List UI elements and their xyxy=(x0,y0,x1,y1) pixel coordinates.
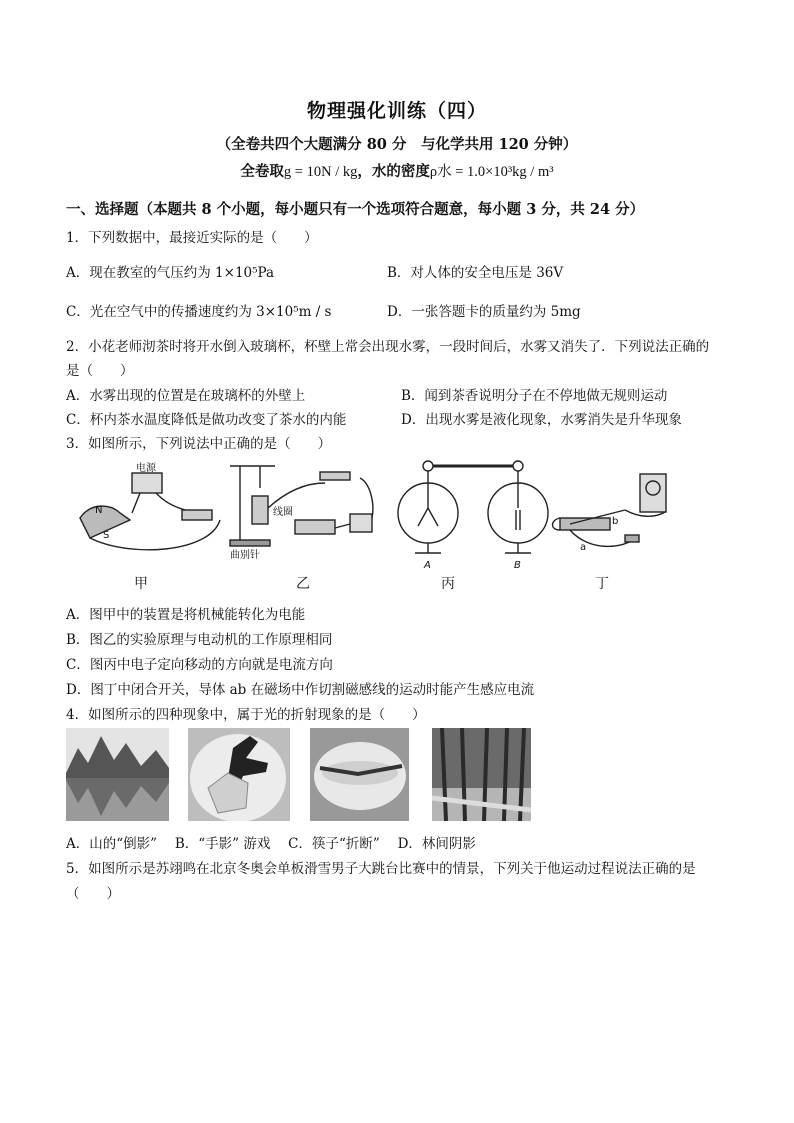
figure-caption-yi: 乙 xyxy=(296,576,310,592)
question-3-option-b: B．图乙的实验原理与电动机的工作原理相同 xyxy=(66,632,333,648)
label-power: 电源 xyxy=(136,463,156,474)
question-1-option-c: C．光在空气中的传播速度约为 3×10⁵m / s xyxy=(66,304,332,320)
question-5-stem-line1: 5．如图所示是苏翊鸣在北京冬奥会单板滑雪男子大跳台比赛中的情景，下列关于他运动过程说法正确的是 xyxy=(66,861,696,877)
constants-line xyxy=(0,160,794,181)
page-subtitle: （全卷共四个大题满分 80 分 与化学共用 120 分钟） xyxy=(216,136,578,153)
question-3-stem: 3．如图所示，下列说法中正确的是（ ） xyxy=(66,436,332,452)
constants-mid: ，水的密度 xyxy=(357,163,430,180)
label-s-pole: S xyxy=(103,530,110,541)
rho-constant: ρ水 = 1.0×10³kg / m³ xyxy=(429,164,554,180)
g-constant: g = 10N / kg xyxy=(283,164,358,180)
label-n-pole: N xyxy=(95,505,103,516)
label-wire-a: a xyxy=(580,542,587,553)
question-2-stem-line2: 是（ ） xyxy=(66,363,134,379)
question-1-option-a: A．现在教室的气压约为 1×10⁵Pa xyxy=(66,265,275,281)
label-wire-b: b xyxy=(612,516,619,527)
photo-bent-chopsticks xyxy=(310,728,409,821)
figure-bing-electroscopes xyxy=(398,461,548,553)
label-electroscope-b: B xyxy=(514,560,521,571)
figure-yi-electromagnet xyxy=(230,466,373,546)
section-heading: 一、选择题（本题共 8 个小题，每小题只有一个选项符合题意，每小题 3 分，共 24 分） xyxy=(66,201,645,218)
question-2-option-d: D．出现水雾是液化现象，水雾消失是升华现象 xyxy=(401,412,682,428)
figure-caption-jia: 甲 xyxy=(134,576,148,592)
photo-mountain-reflection xyxy=(66,728,169,821)
label-electroscope-a: A xyxy=(424,560,431,571)
question-3-option-c: C．图丙中电子定向移动的方向就是电流方向 xyxy=(66,657,333,673)
question-2-option-c: C．杯内茶水温度降低是做功改变了茶水的内能 xyxy=(66,412,347,428)
question-4-options: A．山的“倒影” B．“手影” 游戏 C．筷子“折断” D．林间阴影 xyxy=(66,836,476,852)
question-1-stem: 1．下列数据中，最接近实际的是（ ） xyxy=(66,230,318,246)
question-2-option-a: A．水雾出现的位置是在玻璃杯的外壁上 xyxy=(66,388,306,404)
question-2-option-b: B．闻到茶香说明分子在不停地做无规则运动 xyxy=(401,388,668,404)
label-coil: 线圈 xyxy=(273,507,293,518)
figure-caption-bing: 丙 xyxy=(441,576,455,592)
figure-ding-induction xyxy=(553,474,667,546)
label-paperclip: 曲别针 xyxy=(230,550,260,561)
question-3-figures xyxy=(70,458,730,593)
figure-caption-ding: 丁 xyxy=(595,576,609,592)
question-2-stem-line1: 2．小花老师沏茶时将开水倒入玻璃杯，杯壁上常会出现水雾，一段时间后，水雾又消失了．下列说法正确的 xyxy=(66,339,710,355)
question-1-option-b: B．对人体的安全电压是 36V xyxy=(387,265,564,281)
question-4-stem: 4．如图所示的四种现象中，属于光的折射现象的是（ ） xyxy=(66,707,426,723)
photo-hand-shadow xyxy=(188,728,290,821)
question-5-stem-line2: （ ） xyxy=(66,886,120,902)
constants-prefix: 全卷取 xyxy=(240,163,284,180)
question-3-option-a: A．图甲中的装置是将机械能转化为电能 xyxy=(66,607,306,623)
question-1-option-d: D．一张答题卡的质量约为 5mg xyxy=(387,304,581,320)
question-3-option-d: D．图丁中闭合开关，导体 ab 在磁场中作切割磁感线的运动时能产生感应电流 xyxy=(66,682,535,698)
page-title: 物理强化训练（四） xyxy=(306,100,487,122)
photo-forest-shadow xyxy=(432,728,531,821)
